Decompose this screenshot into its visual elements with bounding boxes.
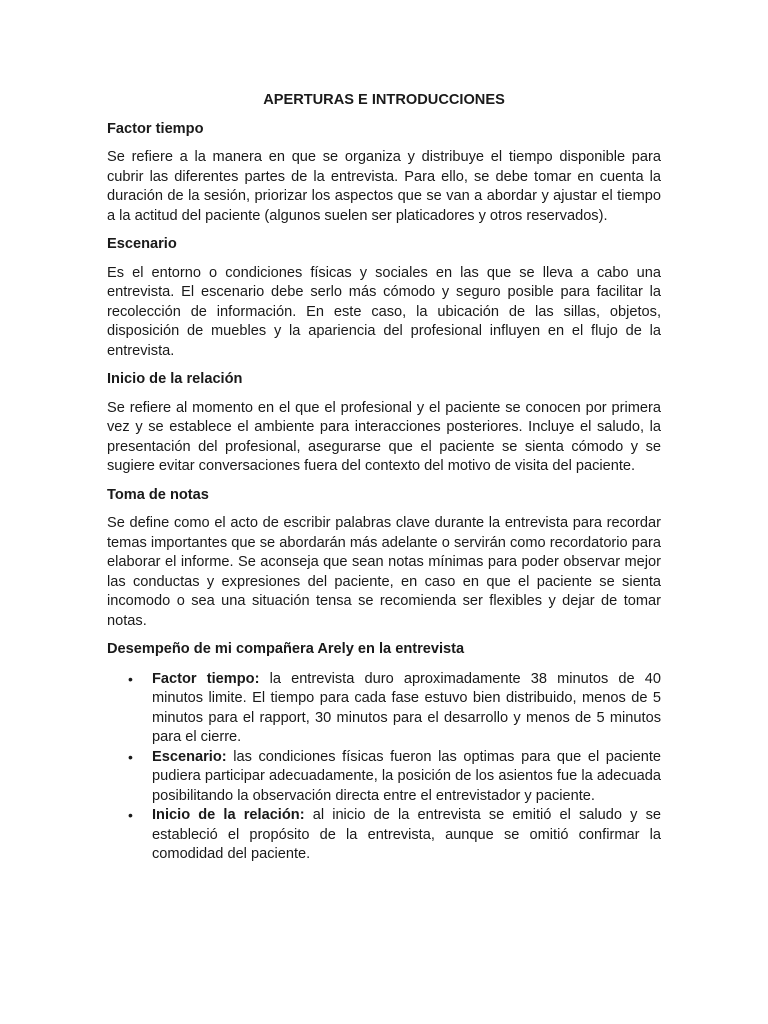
evaluation-item-label: Factor tiempo:	[152, 670, 260, 687]
evaluation-item	[107, 748, 661, 807]
evaluation-item-text: las condiciones físicas fueron las optimas para que el paciente pudiera participar adecuadamente, la posición de los asientos fue la adecuada posibilitando la observación directa entre el entrevistador y paciente.	[152, 748, 661, 804]
section-paragraph: Es el entorno o condiciones físicas y sociales en las que se lleva a cabo una entrevista. El escenario debe serlo más cómodo y seguro posible para facilitar la recolección de información. En este caso, la ubicación de las sillas, objetos, disposición de muebles y la apariencia del profesional influyen en el flujo de la entrevista.	[107, 264, 661, 359]
section-inicio-relacion	[107, 370, 661, 477]
section-escenario	[107, 235, 661, 361]
document-page	[107, 91, 661, 865]
section-paragraph: Se refiere a la manera en que se organiza y distribuye el tiempo disponible para cubrir las diferentes partes de la entrevista. Para ello, se debe tomar en cuenta la duración de la sesión, priorizar los aspectos que se van a abordar y ajustar el tiempo a la actitud del paciente (algunos suelen ser platicadores y otros reservados).	[107, 149, 661, 224]
evaluation-list	[107, 670, 661, 865]
document-title: APERTURAS E INTRODUCCIONES	[263, 92, 505, 108]
bullet-icon: •	[128, 748, 133, 765]
section-paragraph: Se refiere al momento en el que el profesional y el paciente se conocen por primera vez y se establece el ambiente para interacciones posteriores. Incluye el saludo, la presentación del profesional, asegurarse que el paciente se sienta cómodo y se sugiere evitar conversaciones fuera del contexto del motivo de visita del paciente.	[107, 399, 661, 474]
evaluation-item	[107, 670, 661, 748]
evaluation-heading: Desempeño de mi compañera Arely en la entrevista	[107, 641, 465, 657]
evaluation-item-text: la entrevista duro aproximadamente 38 minutos de 40 minutos limite. El tiempo para cada fase estuvo bien distribuido, menos de 5 minutos para el rapport, 30 minutos para el desarrollo y menos de 5 minutos para el cierre.	[152, 670, 661, 745]
bullet-icon: •	[128, 670, 133, 687]
evaluation-item	[107, 806, 661, 865]
section-heading: Toma de notas	[107, 486, 209, 503]
section-factor-tiempo	[107, 120, 661, 227]
section-toma-notas	[107, 486, 661, 632]
section-evaluation	[107, 640, 661, 865]
evaluation-item-label: Inicio de la relación:	[152, 807, 305, 823]
evaluation-item-label: Escenario:	[152, 748, 227, 765]
section-heading: Factor tiempo	[107, 120, 204, 137]
bullet-icon: •	[128, 807, 133, 823]
evaluation-item-text: al inicio de la entrevista se emitió el saludo y se estableció el propósito de la entrevista, aunque se omitió confirmar la comodidad del paciente.	[152, 807, 661, 862]
section-paragraph: Se define como el acto de escribir palabras clave durante la entrevista para recordar temas importantes que se abordarán más adelante o servirán como recordatorio para elaborar el informe. Se aconseja que sean notas mínimas para poder observar mejor las conductas y expresiones del paciente, en caso en que el paciente se sienta incomodo o sea una situación tensa se recomienda ser flexibles y dejar de tomar notas.	[107, 515, 661, 629]
section-heading: Escenario	[107, 236, 177, 252]
section-heading: Inicio de la relación	[107, 371, 243, 387]
